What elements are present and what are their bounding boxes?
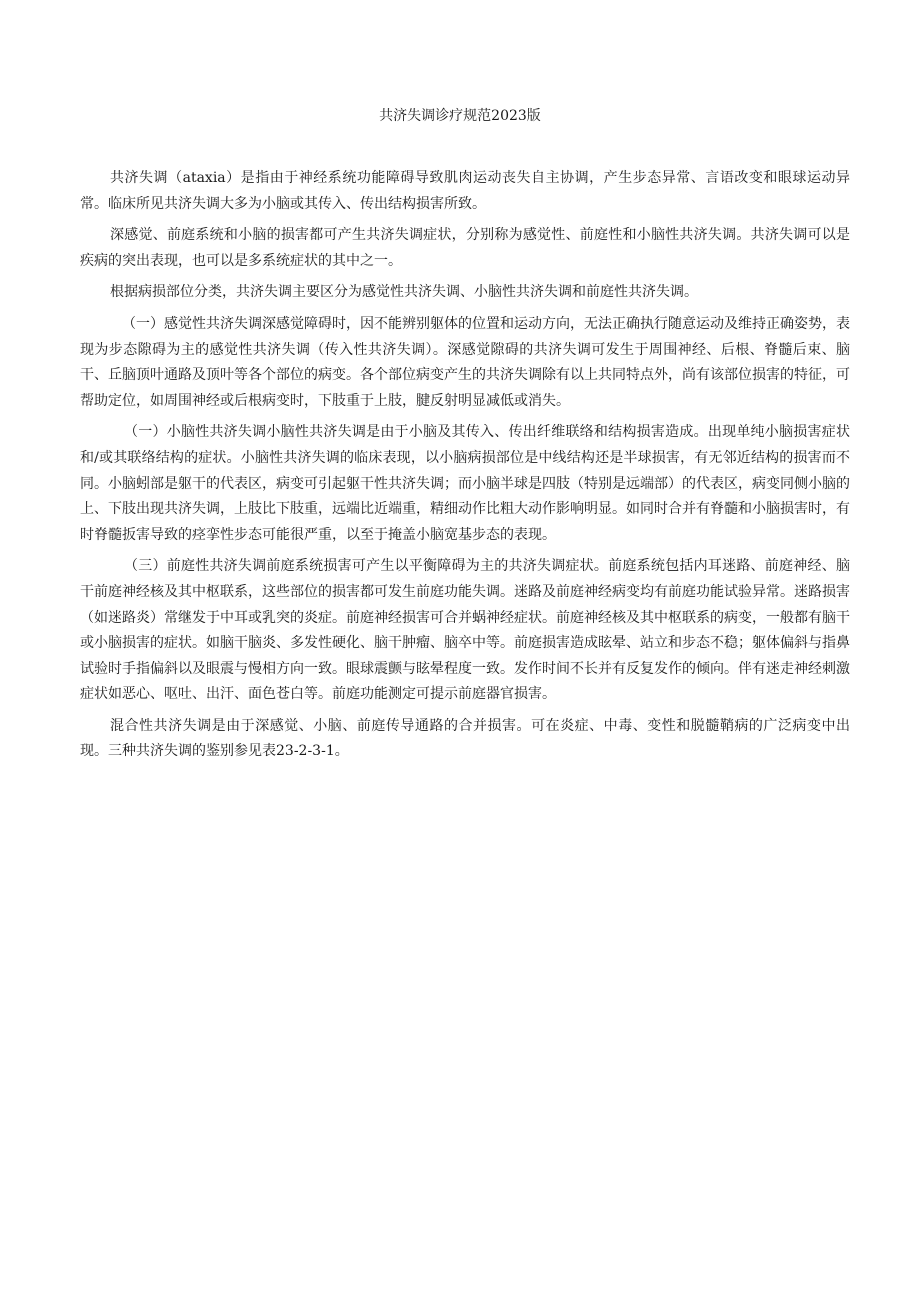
paragraph-mixed-ataxia: 混合性共济失调是由于深感觉、小脑、前庭传导通路的合并损害。可在炎症、中毒、变性和脱髓鞘病的广泛病变中出现。三种共济失调的鉴别参见表23-2-3-1。 (80, 717, 850, 760)
paragraph-cerebellar-ataxia: （一）小脑性共济失调小脑性共济失调是由于小脑及其传入、传出纤维联络和结构损害造成。出现单纯小脑损害症状和/或其联络结构的症状。小脑性共济失调的临床表现，以小脑病损部位是中线结构还是半球损害，有无邻近结构的损害而不同。小脑蚓部是躯干的代表区，病变可引起躯干性共济失调；而小脑半球是四肢（特别是远端部）的代表区，病变同侧小脑的上、下肢出现共济失调，上肢比下肢重，远端比近端重，精细动作比粗大动作影响明显。如同时合并有脊髓和小脑损害时，有时脊髓扳害导致的痉挛性步态可能很严重，以至于掩盖小脑宽基步态的表现。 (80, 424, 850, 543)
paragraph-classification: 根据病损部位分类，共济失调主要区分为感觉性共济失调、小脑性共济失调和前庭性共济失调。 (110, 284, 698, 301)
paragraph-definition: 共济失调（ataxia）是指由于神经系统功能障碍导致肌肉运动丧失自主协调，产生步态异常、言语改变和眼球运动异常。临床所见共济失调大多为小脑或其传入、传出结构损害所致。 (80, 170, 850, 212)
paragraph-vestibular-ataxia: （三）前庭性共济失调前庭系统损害可产生以平衡障碍为主的共济失调症状。前庭系统包括内耳迷路、前庭神经、脑干前庭神经核及其中枢联系，这些部位的损害都可发生前庭功能失调。迷路及前庭神经病变均有前庭功能试验异常。迷路损害（如迷路炎）常继发于中耳或乳突的炎症。前庭神经损害可合并蜗神经症状。前庭神经核及其中枢联系的病变，一般都有脑干或小脑损害的症状。如脑干脑炎、多发性硬化、脑干肿瘤、脑卒中等。前庭损害造成眩晕、站立和步态不稳；躯体偏斜与指鼻试验时手指偏斜以及眼震与慢相方向一致。眼球震颤与眩晕程度一致。发作时间不长并有反复发作的倾向。伴有迷走神经刺激症状如恶心、呕吐、出汗、面色苍白等。前庭功能测定可提示前庭器官损害。 (80, 558, 850, 703)
document-body (80, 166, 850, 771)
document-title: 共济失调诊疗规范2023版 (379, 108, 541, 124)
paragraph-causes: 深感觉、前庭系统和小脑的损害都可产生共济失调症状，分别称为感觉性、前庭性和小脑性共济失调。共济失调可以是疾病的突出表现，也可以是多系统症状的其中之一。 (80, 227, 850, 269)
paragraph-sensory-ataxia: （一）感觉性共济失调深感觉障碍时，因不能辨别躯体的位置和运动方向，无法正确执行随意运动及维持正确姿势，表现为步态隙碍为主的感觉性共济失调（传入性共济失调）。深感觉隙碍的共济失调可发生于周围神经、后根、脊髓后束、脑干、丘脑顶叶通路及顶叶等各个部位的病变。各个部位病变产生的共济失调除有以上共同特点外，尚有该部位损害的特征，可帮助定位，如周围神经或后根病变时，下肢重于上肢，腱反射明显减低或消失。 (80, 315, 850, 409)
